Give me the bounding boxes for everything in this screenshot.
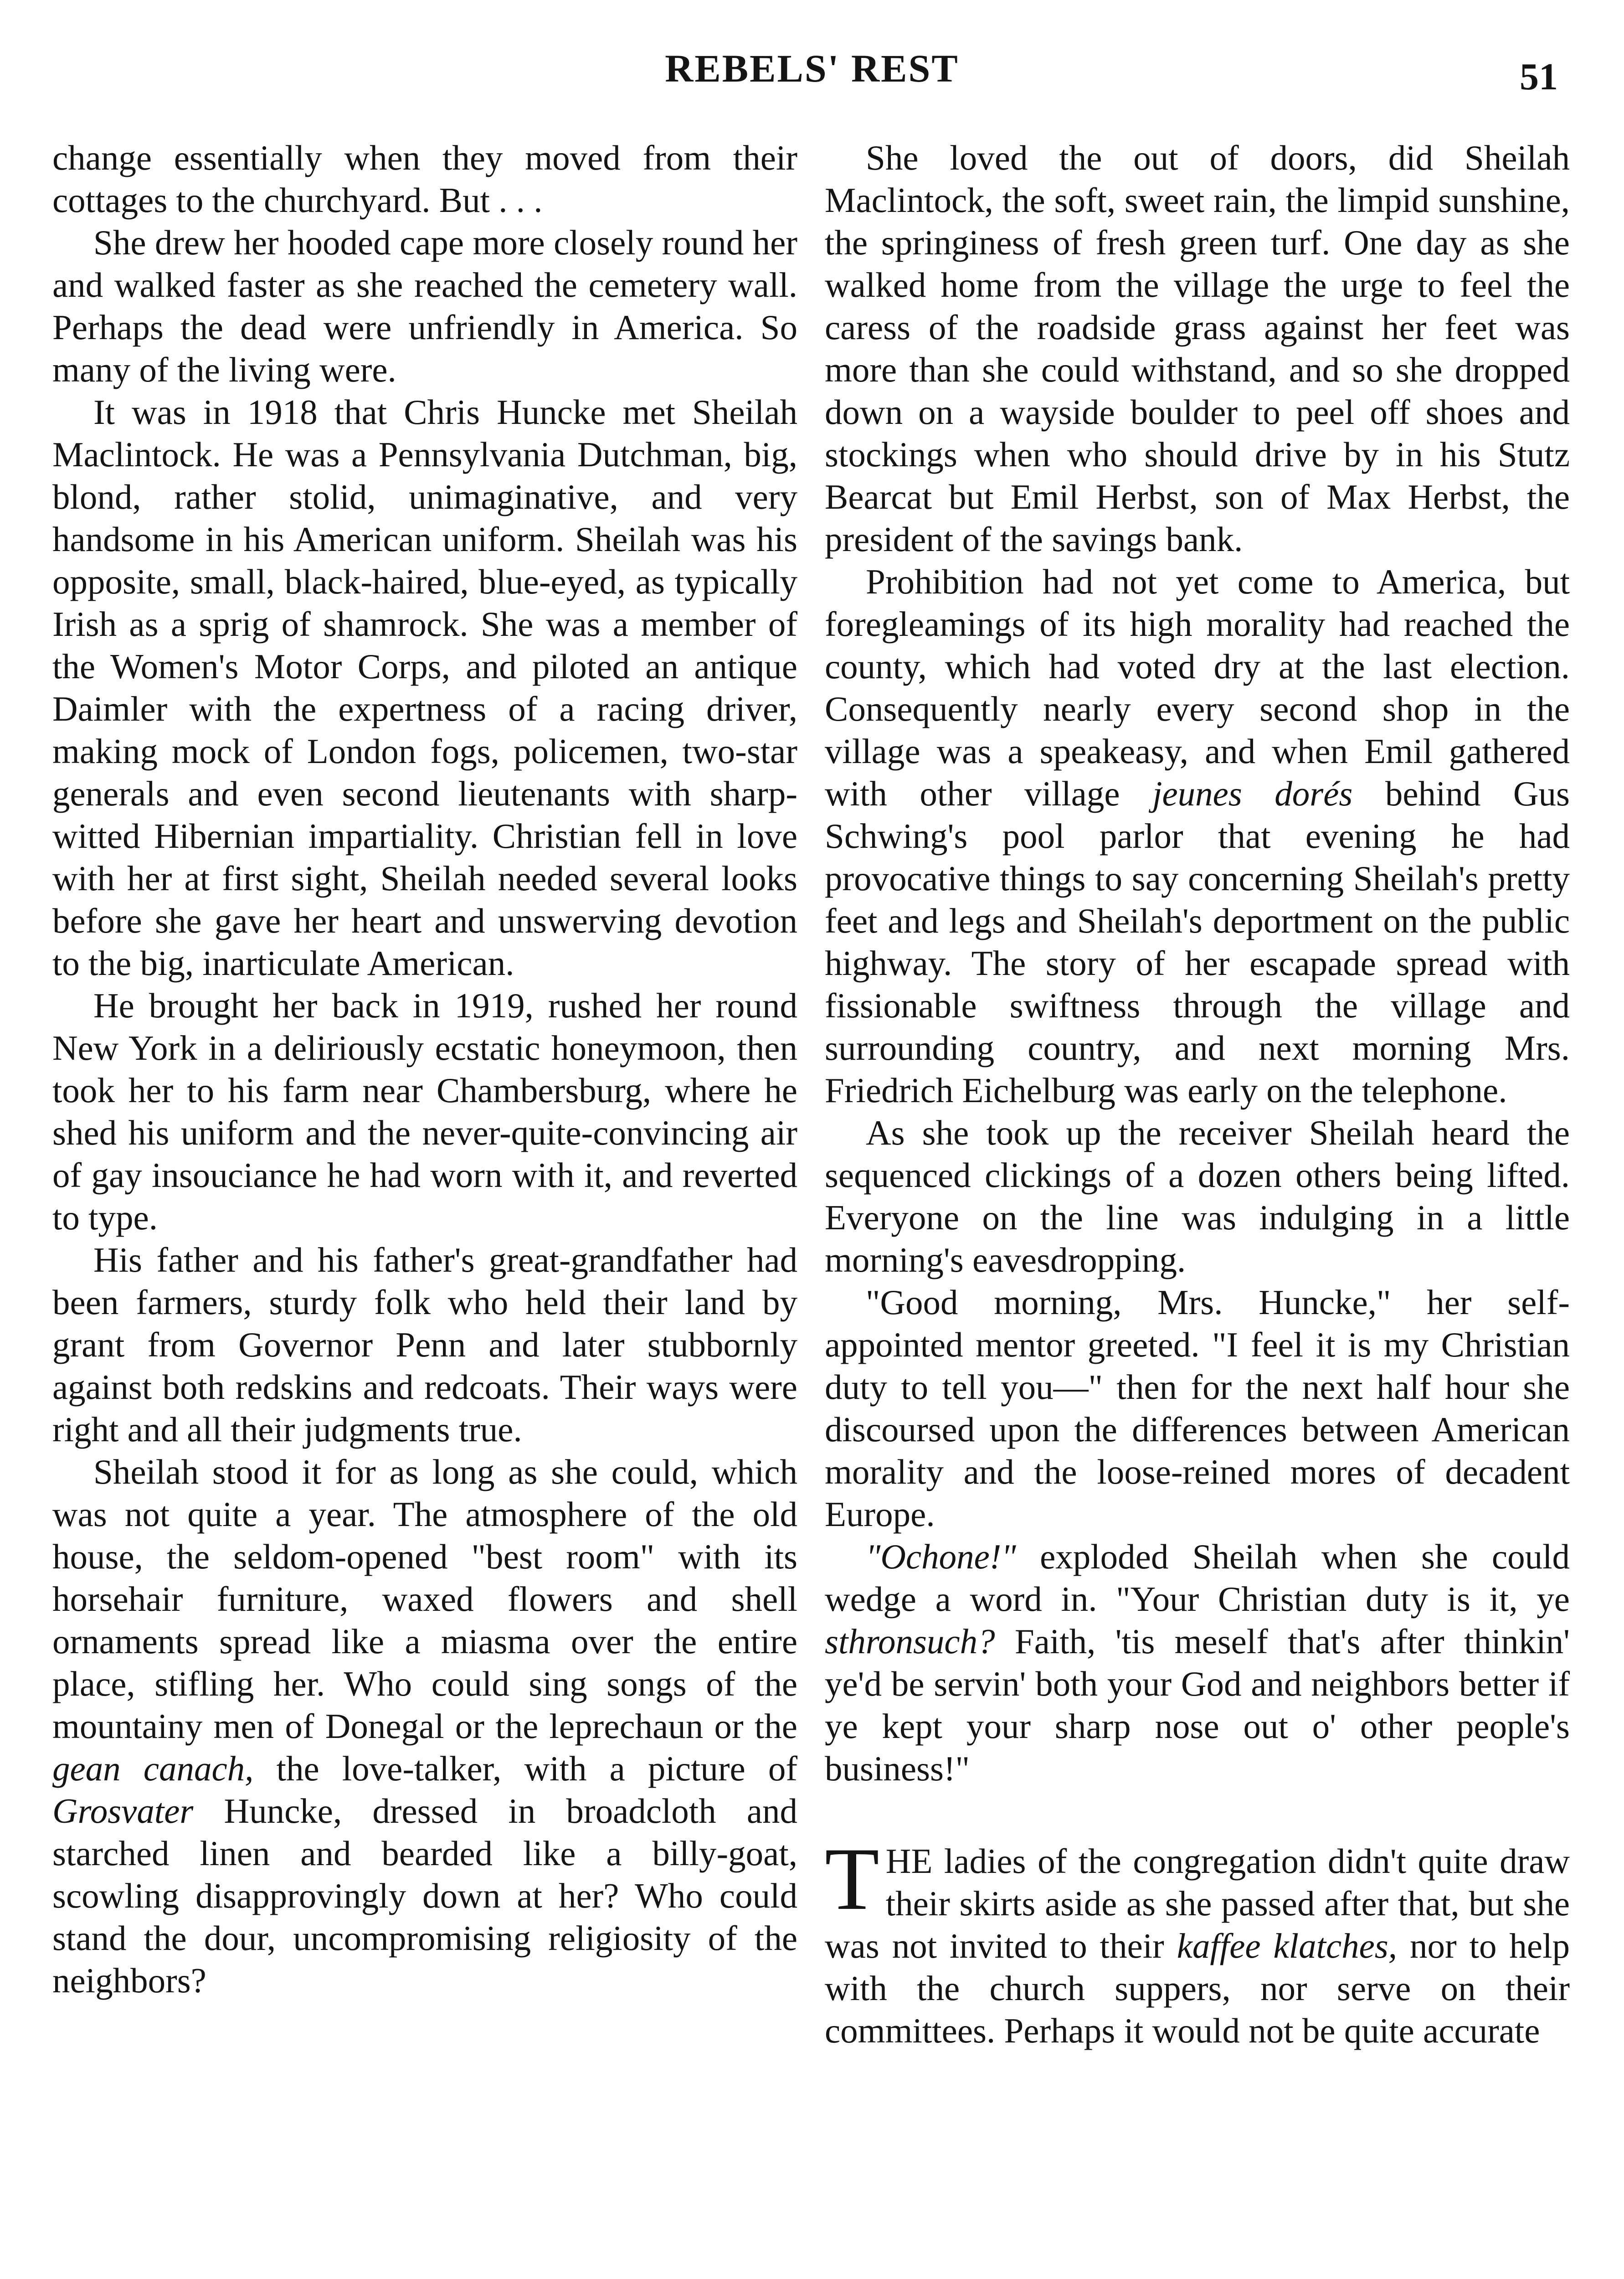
paragraph: His father and his father's great-grandfather had been farmers, sturdy folk who held their land by grant from Governor Penn and later stubbornly against both redskins and redcoats. Their ways were right and all their judgments true. — [52, 1240, 797, 1449]
paragraph: He brought her back in 1919, rushed her round New York in a deliriously ecstatic honeymoon, then took her to his farm near Chambersburg, where he shed his uniform and the never-quite-convincing air of gay insouciance he had worn with it, and reverted to type. — [52, 986, 797, 1237]
italic-text: sthronsuch? — [825, 1622, 995, 1661]
left-column — [52, 137, 797, 2002]
italic-text: kaffee klatches, — [1177, 1926, 1398, 1965]
section-paragraph — [825, 1830, 1570, 2052]
right-column — [825, 137, 1570, 2052]
page-number: 51 — [1520, 56, 1558, 98]
drop-cap: T — [825, 1830, 879, 1928]
text-run: nor to help with the church suppers, nor serve on their committees. Perhaps it would not be quite accurate — [825, 1926, 1570, 2050]
text-run: behind Gus Schwing's pool parlor that evening he had provocative things to say concerning Sheilah's pretty feet and legs and Sheilah's deportment on the public highway. The story of her escapade spread with fissionable swiftness through the village and surrounding country, and next morning Mrs. Friedrich Eichelburg was early on the telephone. — [825, 774, 1570, 1110]
paragraph — [825, 1536, 1570, 1790]
text-run: Sheilah stood it for as long as she could, which was not quite a year. The atmosphere of the old house, the seldom-opened "best room" with its horsehair furniture, waxed flowers and shell ornaments spread like a miasma over the entire place, stifling her. Who could sing songs of the mountainy men of Donegal or the leprechaun or the — [52, 1452, 797, 1746]
italic-text: gean canach, — [52, 1749, 254, 1788]
paragraph: It was in 1918 that Chris Huncke met Sheilah Maclintock. He was a Pennsylvania Dutchman, big, blond, rather stolid, unimaginative, and very handsome in his American uniform. Sheilah was his opposite, small, black-haired, blue-eyed, as typically Irish as a sprig of shamrock. She was a member of the Women's Motor Corps, and piloted an antique Daimler with the expertness of a racing driver, making mock of London fogs, policemen, two-star generals and even second lieutenants with sharp-witted Hibernian impartiality. Christian fell in love with her at first sight, Sheilah needed several looks before she gave her heart and unswerving devotion to the big, inarticulate American. — [52, 392, 797, 983]
paragraph: change essentially when they moved from their cottages to the churchyard. But . . . — [52, 138, 797, 220]
paragraph: "Good morning, Mrs. Huncke," her self-appointed mentor greeted. "I feel it is my Christian duty to tell you—" then for the next half hour she discoursed upon the differences between American morality and the loose-reined mores of decadent Europe. — [825, 1283, 1570, 1534]
text-run: exploded Sheilah when she could wedge a word in. "Your Christian duty is it, ye — [825, 1537, 1570, 1619]
italic-text: jeunes dorés — [1152, 774, 1353, 813]
italic-text: Grosvater — [52, 1791, 194, 1830]
text-run: Huncke, dressed in broadcloth and starched linen and bearded like a billy-goat, scowling disapprovingly down at her? Who could stand the dour, uncompromising religiosity of the neighbors? — [52, 1791, 797, 2000]
paragraph: She loved the out of doors, did Sheilah Maclintock, the soft, sweet rain, the limpid sunshine, the springiness of fresh green turf. One day as she walked home from the village the urge to feel the caress of the roadside grass against her feet was more than she could withstand, and so she dropped down on a wayside boulder to peel off shoes and stockings when who should drive by in his Stutz Bearcat but Emil Herbst, son of Max Herbst, the president of the savings bank. — [825, 138, 1570, 559]
paragraph — [825, 561, 1570, 1112]
text-run: Prohibition had not yet come to America, but foregleamings of its high morality had reached the county, which had voted dry at the last election. Consequently nearly every second shop in the village was a speakeasy, and when Emil gathered with other village — [825, 562, 1570, 813]
running-title: REBELS' REST — [665, 46, 959, 90]
text-run: the love-talker, with a picture of — [253, 1749, 797, 1788]
text-run: HE ladies of the congregation didn't quite draw their skirts aside as she passed after that, but she was not invited to their — [825, 1841, 1570, 1965]
paragraph — [52, 1451, 797, 2002]
paragraph: As she took up the receiver Sheilah heard the sequenced clickings of a dozen others being lifted. Everyone on the line was indulging in a little morning's eavesdropping. — [825, 1113, 1570, 1279]
text-run: Faith, 'tis meself that's after thinkin' ye'd be servin' both your God and neighbors better if ye kept your sharp nose out o' other people's business!" — [825, 1622, 1570, 1788]
paragraph: She drew her hooded cape more closely round her and walked faster as she reached the cemetery wall. Perhaps the dead were unfriendly in America. So many of the living were. — [52, 223, 797, 389]
italic-text: "Ochone!" — [866, 1537, 1016, 1576]
